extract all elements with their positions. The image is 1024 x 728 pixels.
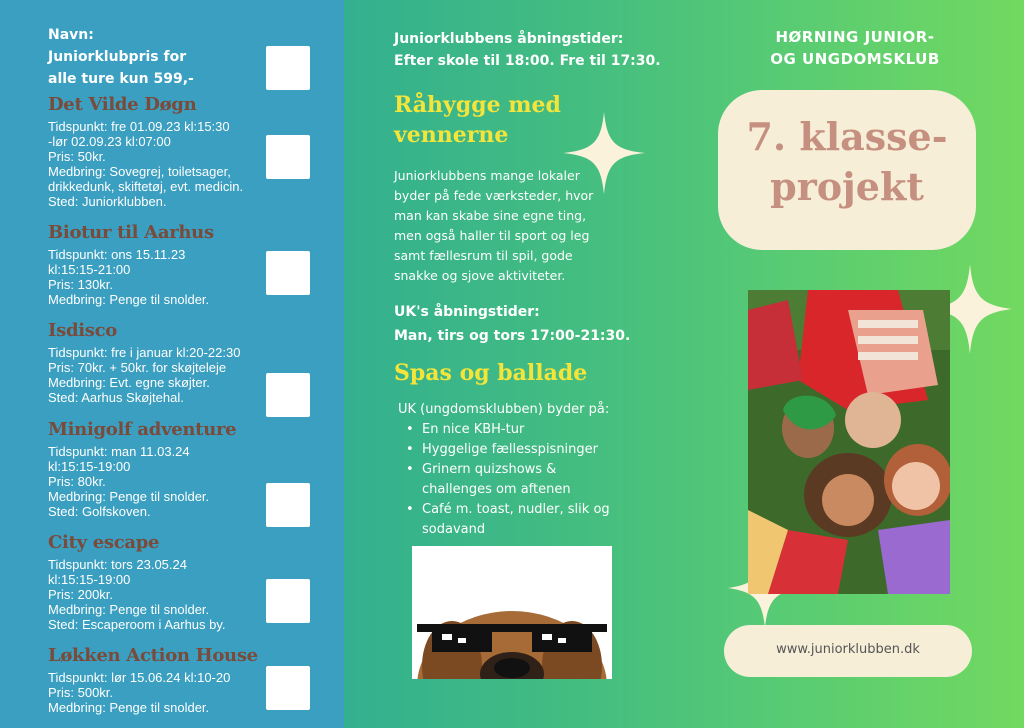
section-paragraph: Juniorklubbens mange lokaler byder på fede værksteder, hvor man kan skabe sine egne ting, men også haller til sport og leg samt fællesrum til spil, gode snakke og sjove aktiviteter. xyxy=(394,168,594,283)
event-line: Sted: Golfskoven. xyxy=(48,504,151,519)
dog-sunglasses-image xyxy=(412,546,612,679)
list-item: • Grinern quizshows & challenges om aftenen xyxy=(406,460,626,500)
event-details xyxy=(48,670,288,715)
list-item: • Hyggelige fællesspisninger xyxy=(406,440,626,460)
title-line: vennerne xyxy=(394,122,509,148)
photo-illustration xyxy=(748,290,950,594)
signup-checkbox[interactable] xyxy=(266,373,310,417)
event-line: Medbring: Sovegrej, toiletsager, xyxy=(48,164,231,179)
event-line: kl:15:15-21:00 xyxy=(48,262,131,277)
event-line: drikkedunk, skiftetøj, evt. medicin. xyxy=(48,179,244,194)
event-title: Biotur til Aarhus xyxy=(48,222,214,243)
name-label: Navn: xyxy=(48,27,94,43)
sparkle-icon xyxy=(563,112,645,194)
event-line: Tidspunkt: fre 01.09.23 kl:15:30 xyxy=(48,119,230,134)
event-line: Medbring: Penge til snolder. xyxy=(48,292,210,307)
event-line: Medbring: Penge til snolder. xyxy=(48,489,210,504)
event-line: Sted: Escaperoom i Aarhus by. xyxy=(48,617,226,632)
section-title-spas: Spas og ballade xyxy=(394,360,588,386)
uk-hours-heading: UK's åbningstider: xyxy=(394,304,540,320)
event-line: Medbring: Penge til snolder. xyxy=(48,602,210,617)
event-line: Pris: 70kr. + 50kr. for skøjteleje xyxy=(48,360,227,375)
event-details xyxy=(48,345,288,405)
event-line: Sted: Aarhus Skøjtehal. xyxy=(48,390,184,405)
club-brand xyxy=(740,26,970,70)
price-line-1: Juniorklubpris for xyxy=(48,49,187,65)
event-details xyxy=(48,247,288,307)
event-line: -lør 02.09.23 kl:07:00 xyxy=(48,134,171,149)
website-link[interactable]: www.juniorklubben.dk xyxy=(776,642,920,657)
event-line: kl:15:15-19:00 xyxy=(48,459,131,474)
brand-line: OG UNGDOMSKLUB xyxy=(770,50,940,68)
title-line: 7. klasse- xyxy=(746,114,948,159)
event-title: Det Vilde Døgn xyxy=(48,94,197,115)
dog-illustration xyxy=(412,546,612,679)
signup-checkbox[interactable] xyxy=(266,483,310,527)
title-line: projekt xyxy=(770,164,924,209)
section-title-rahygge xyxy=(394,90,561,150)
event-line: Tidspunkt: lør 15.06.24 kl:10-20 xyxy=(48,670,231,685)
event-line: Tidspunkt: tors 23.05.24 xyxy=(48,557,187,572)
event-line: Tidspunkt: fre i januar kl:20-22:30 xyxy=(48,345,241,360)
event-line: Tidspunkt: man 11.03.24 xyxy=(48,444,190,459)
brand-line: HØRNING JUNIOR- xyxy=(775,28,935,46)
event-details xyxy=(48,119,288,209)
signup-checkbox[interactable] xyxy=(266,251,310,295)
event-line: kl:15:15-19:00 xyxy=(48,572,131,587)
event-details xyxy=(48,557,288,632)
junior-hours xyxy=(394,28,661,72)
kids-group-photo xyxy=(748,290,950,594)
uk-hours xyxy=(394,300,630,348)
title-line: Råhygge med xyxy=(394,92,561,118)
list-item: • Café m. toast, nudler, slik og sodavand xyxy=(406,500,626,540)
event-line: Tidspunkt: ons 15.11.23 xyxy=(48,247,186,262)
event-title: Isdisco xyxy=(48,320,117,341)
event-line: Pris: 50kr. xyxy=(48,149,106,164)
signup-checkbox[interactable] xyxy=(266,666,310,710)
hours-text: Efter skole til 18:00. Fre til 17:30. xyxy=(394,53,661,69)
event-line: Pris: 80kr. xyxy=(48,474,106,489)
hours-heading: Juniorklubbens åbningstider: xyxy=(394,31,624,47)
event-title: Løkken Action House xyxy=(48,645,258,666)
intro-text xyxy=(48,24,268,90)
uk-offer-list xyxy=(406,420,626,540)
uk-intro: UK (ungdomsklubben) byder på: xyxy=(398,402,610,417)
signup-checkbox[interactable] xyxy=(266,135,310,179)
price-line-2: alle ture kun 599,- xyxy=(48,71,194,87)
event-line: Pris: 500kr. xyxy=(48,685,114,700)
event-line: Pris: 130kr. xyxy=(48,277,114,292)
event-line: Sted: Juniorklubben. xyxy=(48,194,167,209)
event-title: Minigolf adventure xyxy=(48,419,237,440)
signup-checkbox[interactable] xyxy=(266,46,310,90)
event-title: City escape xyxy=(48,532,160,553)
signup-checkbox[interactable] xyxy=(266,579,310,623)
event-details xyxy=(48,444,288,519)
uk-hours-text: Man, tirs og tors 17:00-21:30. xyxy=(394,328,631,344)
project-title xyxy=(718,112,976,212)
event-line: Medbring: Penge til snolder. xyxy=(48,700,210,715)
event-line: Pris: 200kr. xyxy=(48,587,114,602)
list-item: • En nice KBH-tur xyxy=(406,420,626,440)
event-line: Medbring: Evt. egne skøjter. xyxy=(48,375,210,390)
